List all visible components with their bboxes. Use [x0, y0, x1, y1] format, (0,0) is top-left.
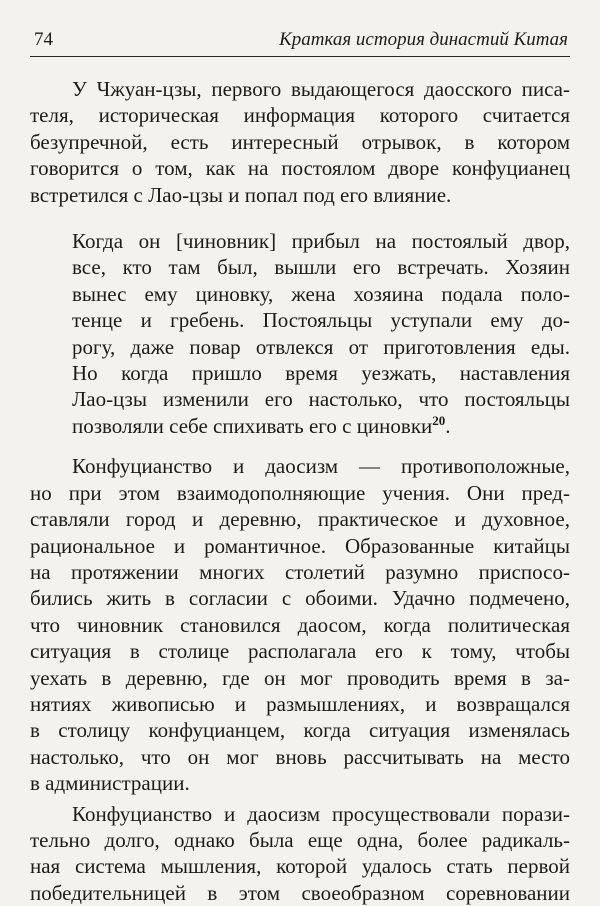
quote-line: Но когда пришло время уезжать, наставления	[72, 361, 570, 386]
text-line: рациональное и романтичное. Образованные китайцы	[30, 533, 570, 558]
paragraph-1	[30, 76, 570, 208]
text-line: говорится о том, как на постоялом дворе конфуцианец	[30, 156, 570, 181]
text-line: ставляли город и деревню, практическое и духовное,	[30, 507, 570, 532]
quote-line: рогу, даже повар отвлекся от приготовления еды.	[72, 334, 570, 359]
quote-end-punct: .	[445, 413, 451, 438]
quote-line: Когда он [чиновник] прибыл на постоялый двор,	[72, 229, 570, 254]
text-line: Конфуцианство и даосизм — противоположные,	[72, 454, 570, 479]
page-header	[30, 26, 570, 57]
text-line: но при этом взаимодополняющие учения. Они пред-	[30, 480, 570, 505]
text-line: ная система мышления, которой удалось стать первой	[30, 854, 570, 879]
quote-line: вынес ему циновку, жена хозяина подала поло-	[72, 281, 570, 306]
text-line: на протяжении многих столетий разумно приспосо-	[30, 559, 570, 584]
text-line: Конфуцианство и даосизм просуществовали порази-	[72, 801, 570, 826]
text-line: нятиях живописью и размышлениях, и возвращался	[30, 691, 570, 716]
quote-line: все, кто там был, вышли его встречать. Хозяин	[72, 255, 570, 280]
text-line: в администрации.	[30, 771, 190, 796]
text-line: победительницей в этом своеобразном соревновании	[30, 880, 570, 905]
text-line: бились жить в согласии с обоими. Удачно подмечено,	[30, 586, 570, 611]
page-number: 74	[34, 29, 53, 50]
running-title: Краткая история династий Китая	[279, 29, 568, 50]
quote-line: Лао-цзы изменили его настолько, что постояльцы	[72, 387, 570, 412]
text-line: безупречной, есть интересный отрывок, в котором	[30, 129, 570, 154]
quote-last-line	[72, 413, 570, 439]
text-line: уехать в деревню, где он мог проводить время в за-	[30, 665, 570, 690]
paragraph-2	[30, 453, 570, 796]
paragraph-3	[30, 801, 570, 906]
text-line: ситуация в столице располагала его к тому, чтобы	[30, 639, 570, 664]
text-line: У Чжуан-цзы, первого выдающегося даосского писа-	[72, 77, 570, 101]
footnote-reference[interactable]: 20	[432, 412, 446, 428]
block-quote	[30, 228, 570, 439]
text-line: встретился с Лао-цзы и попал под его влияние.	[30, 182, 452, 207]
text-line: тельно долго, однако была еще одна, более радикаль-	[30, 827, 570, 852]
quote-line-text: позволяли себе спихивать его с циновки	[72, 413, 433, 438]
text-line: настолько, что он мог вновь рассчитывать на место	[30, 744, 570, 769]
quote-line: тенце и гребень. Постояльцы уступали ему до-	[72, 308, 570, 333]
body-text	[30, 76, 570, 906]
text-line: в столицу конфуцианцем, когда ситуация изменялась	[30, 718, 570, 743]
text-line: теля, историческая информация которого считается	[30, 103, 570, 128]
text-line: что чиновник становился даосом, когда политическая	[30, 612, 570, 637]
